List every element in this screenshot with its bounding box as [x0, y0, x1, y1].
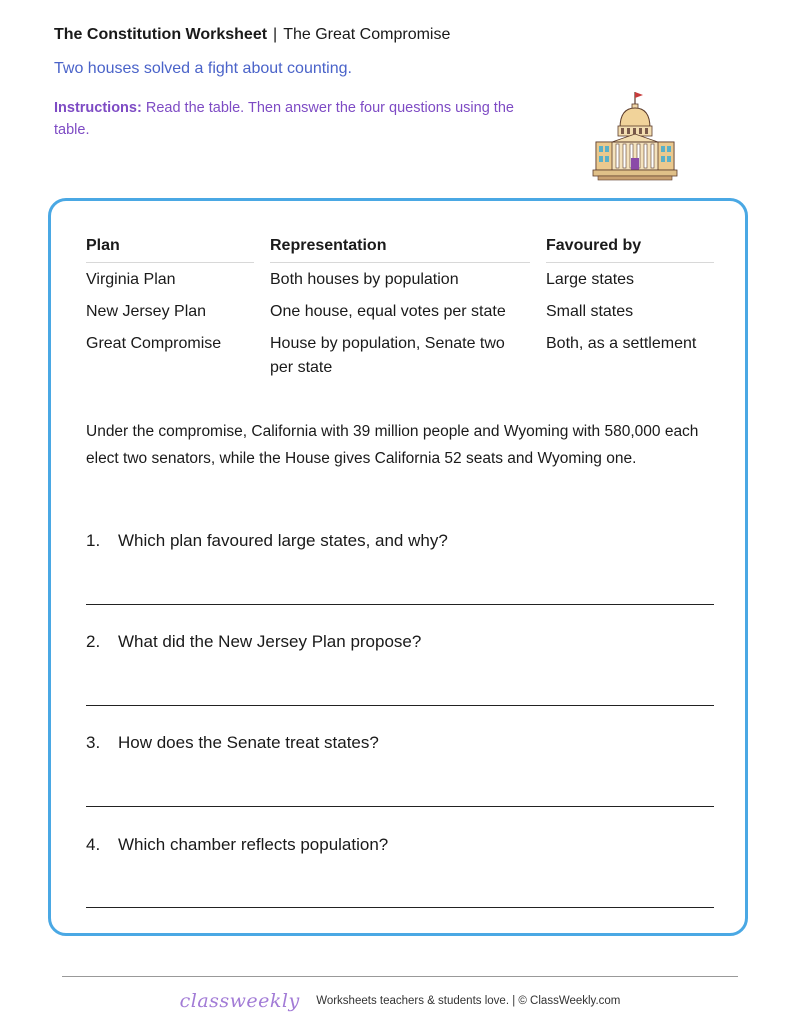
worksheet-topic: The Great Compromise	[283, 26, 451, 43]
plans-table	[86, 234, 714, 384]
question-number: 4.	[86, 835, 101, 854]
question-text: Which plan favoured large states, and why?	[118, 531, 448, 550]
table-header-cell: Plan	[86, 234, 254, 263]
capitol-building-icon	[590, 90, 680, 182]
worksheet-title: The Constitution Worksheet	[54, 26, 268, 43]
question-text: What did the New Jersey Plan propose?	[118, 632, 422, 651]
worksheet-header	[54, 26, 450, 44]
question-3	[86, 733, 379, 753]
table-row	[86, 263, 714, 296]
table-cell: One house, equal votes per state	[270, 303, 506, 320]
instructions-label: Instructions:	[54, 100, 142, 116]
table-cell: New Jersey Plan	[86, 303, 207, 320]
table-header-row	[86, 234, 714, 263]
answer-line-3[interactable]	[86, 806, 714, 807]
brand-logo: classweekly	[179, 990, 300, 1012]
table-cell: Great Compromise	[86, 335, 222, 352]
table-row	[86, 328, 714, 384]
footer-divider	[62, 976, 738, 977]
table-cell: House by population, Senate two per state	[270, 335, 505, 376]
question-text: Which chamber reflects population?	[118, 835, 389, 854]
question-4	[86, 835, 388, 855]
table-header-cell: Favoured by	[546, 234, 714, 263]
instructions	[54, 97, 524, 141]
table-row	[86, 296, 714, 328]
answer-line-4[interactable]	[86, 907, 714, 908]
reading-passage: Under the compromise, California with 39 million people and Wyoming with 580,000 each elect two senators, while the House gives California 52 seats and Wyoming one.	[86, 423, 699, 467]
worksheet-subtitle: Two houses solved a fight about counting.	[54, 60, 352, 77]
answer-line-1[interactable]	[86, 604, 714, 605]
question-1	[86, 531, 448, 551]
header-separator: |	[273, 26, 278, 43]
question-number: 2.	[86, 632, 101, 651]
table-cell: Large states	[546, 271, 635, 288]
page-footer	[0, 990, 800, 1012]
question-number: 1.	[86, 531, 101, 550]
answer-line-2[interactable]	[86, 705, 714, 706]
table-cell: Small states	[546, 303, 634, 320]
question-number: 3.	[86, 733, 101, 752]
table-cell: Both houses by population	[270, 271, 459, 288]
table-cell: Both, as a settlement	[546, 335, 697, 352]
instructions-text: Read the table. Then answer the four questions using the table.	[54, 100, 514, 138]
question-2	[86, 632, 421, 652]
question-text: How does the Senate treat states?	[118, 733, 379, 752]
footer-tagline: Worksheets teachers & students love. | © ClassWeekly.com	[316, 995, 621, 1007]
table-header-cell: Representation	[270, 234, 530, 263]
table-cell: Virginia Plan	[86, 271, 176, 288]
